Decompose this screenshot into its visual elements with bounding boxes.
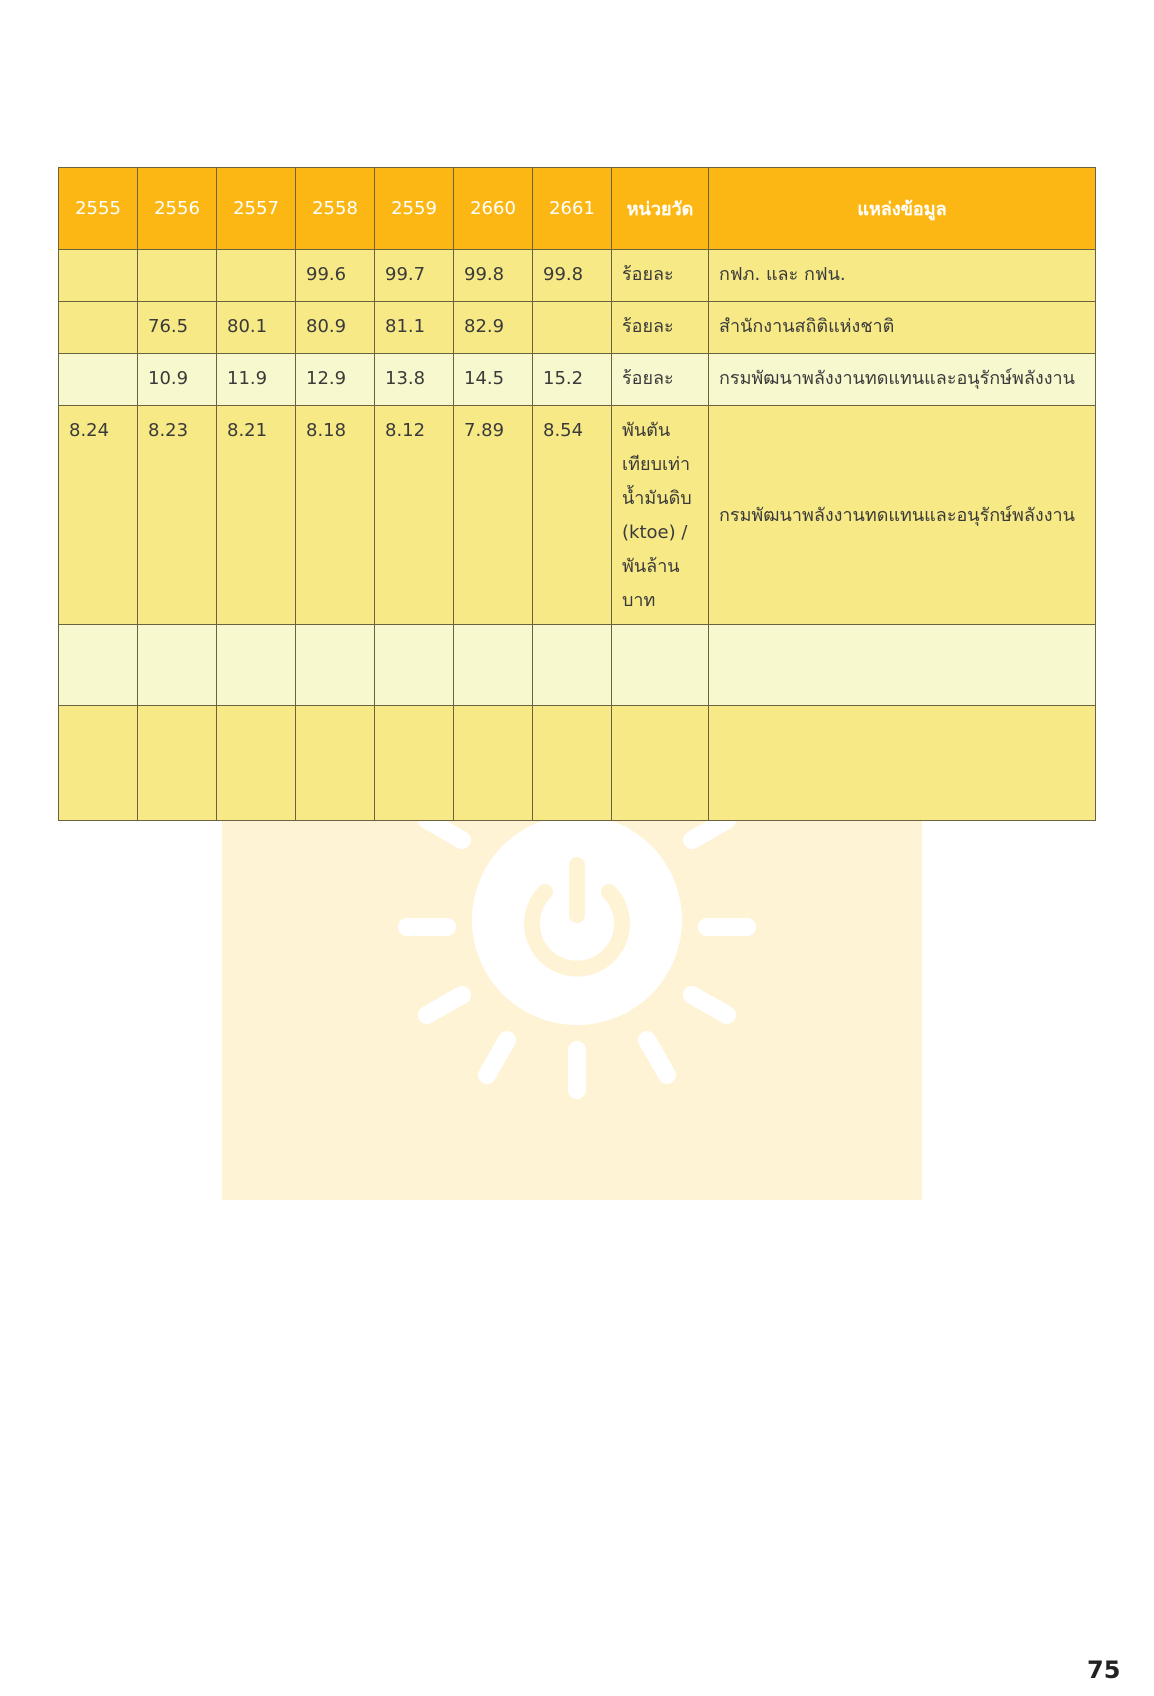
page-number: 75 <box>1087 1656 1121 1684</box>
source-cell: กรมพัฒนาพลังงานทดแทนและอนุรักษ์พลังงาน <box>709 406 1096 625</box>
table-cell: 99.6 <box>296 250 375 302</box>
table-cell: 11.9 <box>217 354 296 406</box>
table-cell <box>138 706 217 821</box>
table-cell <box>59 354 138 406</box>
table-cell <box>138 625 217 706</box>
table-cell <box>533 625 612 706</box>
table-cell: 99.8 <box>454 250 533 302</box>
unit-line: พันตัน <box>622 420 671 441</box>
table-cell: 10.9 <box>138 354 217 406</box>
table-cell: 8.54 <box>533 406 612 625</box>
table-row <box>59 302 1096 354</box>
unit-line: เทียบเท่า <box>622 454 691 475</box>
table-cell: 99.8 <box>533 250 612 302</box>
source-cell: กฟภ. และ กฟน. <box>709 250 1096 302</box>
header-cell-unit: หน่วยวัด <box>612 168 709 250</box>
header-cell: 2556 <box>138 168 217 250</box>
unit-cell: ร้อยละ <box>612 302 709 354</box>
source-cell <box>709 706 1096 821</box>
table-row <box>59 406 1096 625</box>
table-cell: 76.5 <box>138 302 217 354</box>
table-cell <box>59 625 138 706</box>
table-cell <box>454 706 533 821</box>
header-cell: 2559 <box>375 168 454 250</box>
unit-line: (ktoe) / <box>622 522 688 543</box>
table-cell: 8.24 <box>59 406 138 625</box>
table-cell <box>59 706 138 821</box>
watermark-background <box>222 790 922 1200</box>
table-cell <box>59 250 138 302</box>
table-row <box>59 706 1096 821</box>
table-cell <box>533 302 612 354</box>
table-cell <box>217 706 296 821</box>
header-cell: 2557 <box>217 168 296 250</box>
header-cell-source: แหล่งข้อมูล <box>709 168 1096 250</box>
table-cell: 82.9 <box>454 302 533 354</box>
table-cell: 99.7 <box>375 250 454 302</box>
table-cell: 8.18 <box>296 406 375 625</box>
source-cell <box>709 625 1096 706</box>
table-cell: 81.1 <box>375 302 454 354</box>
table-row <box>59 625 1096 706</box>
unit-line: บาท <box>622 590 656 611</box>
table-cell <box>375 625 454 706</box>
table-cell: 12.9 <box>296 354 375 406</box>
unit-line: พันล้าน <box>622 556 680 577</box>
table-cell <box>138 250 217 302</box>
table-cell <box>296 706 375 821</box>
header-cell: 2558 <box>296 168 375 250</box>
unit-cell <box>612 706 709 821</box>
unit-cell-multiline <box>612 406 709 625</box>
table-cell <box>533 706 612 821</box>
source-cell: กรมพัฒนาพลังงานทดแทนและอนุรักษ์พลังงาน <box>709 354 1096 406</box>
unit-line: น้ำมันดิบ <box>622 488 692 509</box>
unit-cell: ร้อยละ <box>612 250 709 302</box>
table-cell <box>375 706 454 821</box>
table-cell: 13.8 <box>375 354 454 406</box>
unit-cell <box>612 625 709 706</box>
table-cell: 15.2 <box>533 354 612 406</box>
table-cell: 14.5 <box>454 354 533 406</box>
table-cell: 8.12 <box>375 406 454 625</box>
header-cell: 2555 <box>59 168 138 250</box>
table-cell: 80.9 <box>296 302 375 354</box>
table-cell <box>454 625 533 706</box>
table-cell <box>217 250 296 302</box>
unit-cell: ร้อยละ <box>612 354 709 406</box>
table-cell: 80.1 <box>217 302 296 354</box>
table-cell: 8.21 <box>217 406 296 625</box>
sun-power-icon <box>222 790 922 1200</box>
source-cell: สำนักงานสถิติแห่งชาติ <box>709 302 1096 354</box>
table-row <box>59 250 1096 302</box>
header-row <box>59 168 1096 250</box>
table-cell <box>296 625 375 706</box>
header-cell: 2661 <box>533 168 612 250</box>
table-cell <box>217 625 296 706</box>
table-row <box>59 354 1096 406</box>
table-cell: 7.89 <box>454 406 533 625</box>
table-cell: 8.23 <box>138 406 217 625</box>
data-table <box>58 167 1096 821</box>
table-cell <box>59 302 138 354</box>
header-cell: 2660 <box>454 168 533 250</box>
